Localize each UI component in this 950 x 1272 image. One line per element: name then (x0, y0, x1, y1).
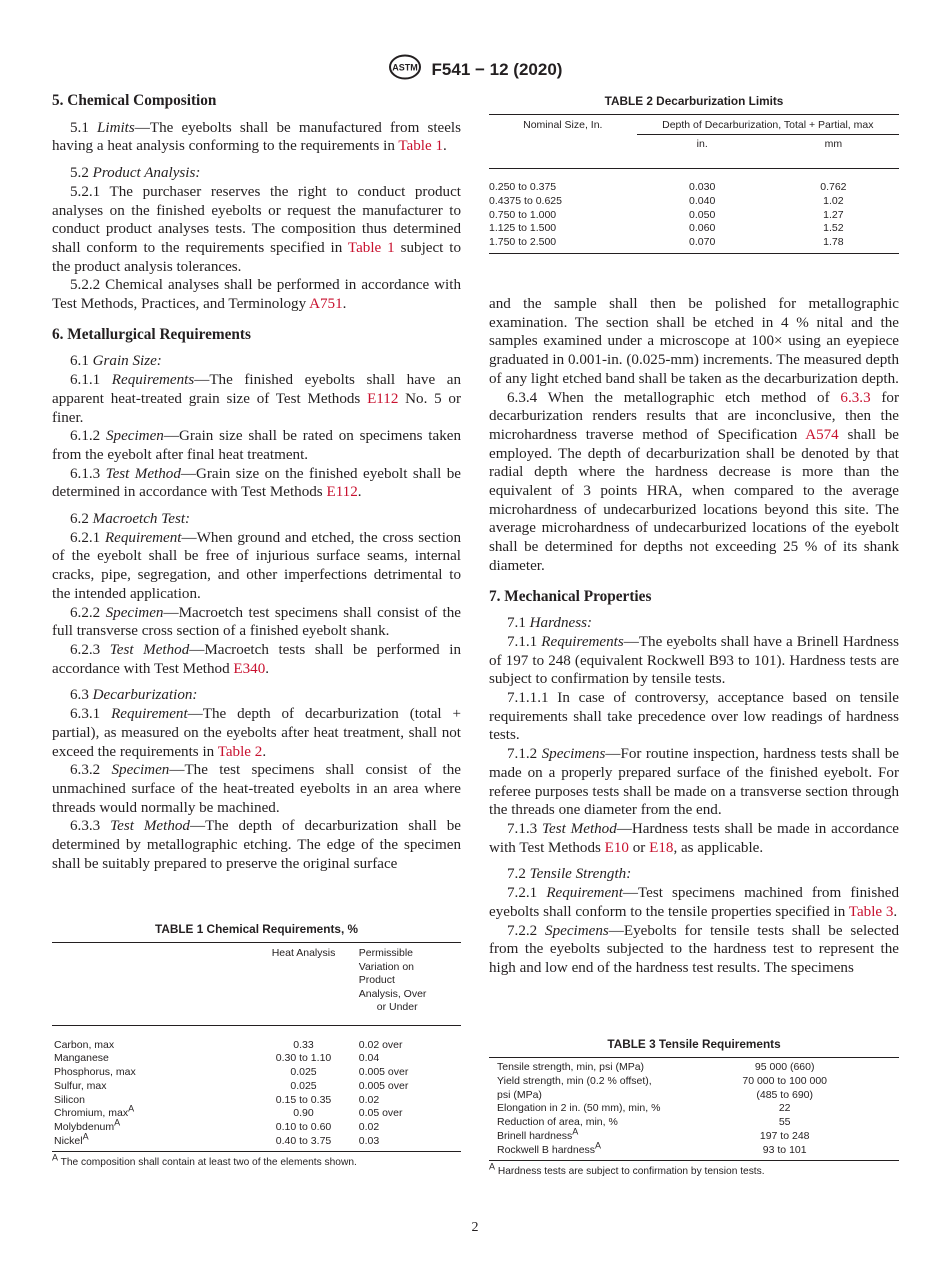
para-6-2-3: 6.2.3 Test Method—Macroetch tests shall be performed in accordance with Test Method E340. (52, 641, 461, 677)
nominal-size-cell: 0.750 to 1.000 (489, 208, 557, 221)
para-6-3-3: 6.3.3 Test Method—The depth of decarburization shall be determined by metallographic etching. The edge of the specimen shall be suitably prepared to preserve the original surface (52, 818, 462, 872)
depth-mm-cell: 1.02 (823, 194, 844, 207)
para-5-2-1: 5.2.1 The purchaser reserves the right to conduct product analyses on the finished eyebolts or request the manufacturer to conduct product analyses tests. The composition thus determined shall conform to the requirements specified in Table 1 subject to the product analysis tolerances. (52, 183, 461, 275)
depth-mm-cell: 0.762 (820, 181, 847, 193)
table-row (489, 209, 899, 223)
table-1-link[interactable]: Table 1 (347, 239, 395, 256)
table-row (52, 1066, 461, 1080)
footnote-mark: A (595, 1140, 602, 1151)
heat-analysis-cell: 0.10 to 0.60 (275, 1121, 332, 1134)
element-cell: Chromium, $\max^A$ (54, 1103, 135, 1120)
value-cell: 70 000 to 100 000 (742, 1074, 828, 1087)
table-3-footnote: $^A$ Hardness tests are subject to confirmation by tension tests. (489, 1161, 765, 1177)
element-cell: Silicon (54, 1093, 85, 1106)
para-6-1: 6.1 Grain Size: (70, 353, 162, 370)
table-2-unit-in: in. (696, 138, 708, 150)
property-cell: Elongation in 2 in. (50 mm), min, % (497, 1102, 661, 1115)
e112-link[interactable]: E112 (367, 390, 399, 407)
property-cell: psi (MPa) (497, 1088, 542, 1101)
footnote-mark: A (128, 1103, 135, 1114)
para-6-3-2: 6.3.2 Specimen—The test specimens shall consist of the unmachined surface of the heat-treated eyebolts in an area where threads would normally be machined. (52, 762, 461, 816)
element-cell: Molybdenum$^A$ (54, 1117, 121, 1134)
left-column (52, 92, 461, 873)
element-cell: Nickel$^A$ (54, 1131, 89, 1148)
table-1-caption: TABLE 1 Chemical Requirements, % (154, 922, 358, 936)
depth-in-cell: 0.030 (689, 181, 716, 193)
heat-analysis-cell: 0.15 to 0.35 (275, 1093, 332, 1106)
document-designation: F541 − 12 (2020) (431, 59, 563, 79)
table-row (489, 1089, 899, 1103)
property-cell: Brinell hardness$^A$ (497, 1126, 579, 1142)
table-2-caption: TABLE 2 Decarburization Limits (604, 94, 784, 108)
element-cell: Manganese (54, 1052, 109, 1065)
table-2-header-depth: Depth of Decarburization, Total + Partial, max (637, 115, 899, 135)
section-7-heading: 7. Mechanical Properties (489, 587, 652, 605)
para-7-1-2: 7.1.2 Specimens—For routine inspection, hardness tests shall be made on a properly prepared surface of the finished eyebolt. For referee purposes tests shall be made on a transverse section through the threads one diameter from the end. (489, 746, 899, 819)
table-row (489, 1116, 899, 1130)
heat-analysis-cell: 0.025 (290, 1079, 317, 1092)
section-5-heading: 5. Chemical Composition (52, 92, 217, 109)
table-row (489, 1061, 899, 1075)
para-5-2-2: 5.2.2 Chemical analyses shall be performed in accordance with Test Methods, Practices, and Terminology A751. (52, 277, 461, 313)
e340-link[interactable]: E340 (233, 660, 266, 677)
table-2 (489, 94, 899, 254)
property-cell: Tensile strength, min, psi (MPa) (497, 1061, 645, 1073)
footnote-mark: A (572, 1126, 579, 1137)
section-6-3-3-link[interactable]: 6.3.3 (840, 389, 871, 406)
table-1-header-heat: Heat Analysis (271, 947, 336, 959)
table-row (489, 195, 899, 209)
para-6-1-2: 6.1.2 Specimen—Grain size shall be rated on specimens taken from the eyebolt after final heat treatment. (52, 428, 461, 463)
value-cell: 197 to 248 (759, 1129, 810, 1142)
e112-link[interactable]: E112 (326, 484, 358, 501)
table-3 (489, 1037, 899, 1177)
table-2-header-size: Nominal Size, In. (523, 119, 603, 131)
para-7-2-1: 7.2.1 Requirement—Test specimens machined from finished eyebolts shall conform to the tensile properties specified in Table 3. (489, 885, 899, 920)
nominal-size-cell: 0.250 to 0.375 (489, 181, 557, 193)
para-5-1: 5.1 Limits—The eyebolts shall be manufactured from steels having a heat analysis conforming to the requirements in Table 1. (52, 119, 461, 155)
element-cell: Sulfur, max (54, 1079, 107, 1092)
permissible-variation-cell: 0.02 (358, 1093, 380, 1106)
footnote-mark: A (114, 1117, 121, 1128)
heat-analysis-cell: 0.33 (293, 1038, 314, 1051)
e10-link[interactable]: E10 (604, 839, 629, 856)
para-6-3-3-cont: and the sample shall then be polished for metallographic examination. The section shall be etched in 4 % nital and the samples examined under a microscope at 100× using an eyepiece graduated in 0.001-in. (0.025-mm) increments. The measured depth of any light etched band shall be taken as the decarburization depth. (489, 296, 899, 387)
permissible-variation-cell: 0.005 over (358, 1066, 409, 1079)
depth-mm-cell: 1.78 (823, 236, 844, 249)
para-7-1: 7.1 Hardness: (507, 615, 592, 632)
page-header (0, 54, 950, 85)
depth-in-cell: 0.060 (689, 222, 716, 235)
property-cell: Rockwell B hardness$^A$ (497, 1140, 602, 1156)
heat-analysis-cell: 0.30 to 1.10 (275, 1052, 332, 1065)
para-6-2: 6.2 Macroetch Test: (70, 511, 191, 528)
value-cell: 95 000 (660) (754, 1061, 815, 1073)
para-7-2: 7.2 Tensile Strength: (507, 866, 632, 883)
table-2-unit-mm: mm (824, 138, 843, 150)
table-3-link[interactable]: Table 3 (848, 903, 894, 920)
value-cell: 93 to 101 (762, 1143, 807, 1156)
table-row (52, 1080, 461, 1094)
table-2-body (489, 181, 899, 250)
table-row (52, 1094, 461, 1108)
permissible-variation-cell: 0.03 (358, 1135, 380, 1148)
para-6-2-2: 6.2.2 Specimen—Macroetch test specimens shall consist of the full transverse cross section of a finished eyebolt shank. (52, 604, 461, 640)
a574-link[interactable]: A574 (805, 426, 839, 443)
element-cell: Carbon, max (54, 1038, 115, 1051)
section-6-heading: 6. Metallurgical Requirements (52, 325, 251, 343)
table-1-link[interactable]: Table 1 (398, 138, 443, 155)
value-cell: 22 (778, 1102, 791, 1115)
para-7-1-1-1: 7.1.1.1 In case of controversy, acceptance based on tensile requirements shall take precedence over low readings of hardness tests. (489, 690, 899, 744)
table-row (489, 1130, 899, 1144)
table-row (489, 236, 899, 250)
nominal-size-cell: 0.4375 to 0.625 (489, 194, 562, 207)
depth-in-cell: 0.040 (689, 194, 716, 207)
table-1-footnote: $^A$ The composition shall contain at least two of the elements shown. (52, 1152, 357, 1168)
a751-link[interactable]: A751 (309, 296, 343, 313)
table-row (489, 1075, 899, 1089)
permissible-variation-cell: 0.05 over (358, 1107, 403, 1120)
nominal-size-cell: 1.750 to 2.500 (489, 236, 557, 249)
para-7-1-3: 7.1.3 Test Method—Hardness tests shall be made in accordance with Test Methods E10 or E18, as applicable. (489, 820, 900, 856)
para-6-1-3: 6.1.3 Test Method—Grain size on the finished eyebolt shall be determined in accordance with Test Methods E112. (52, 465, 461, 501)
table-3-body (489, 1061, 899, 1158)
table-row (52, 1052, 461, 1066)
para-7-2-2: 7.2.2 Specimens—Eyebolts for tensile tests shall be selected from the eyebolts subjected to the hardness test to represent the high and low end of the hardness test results. The specimens (489, 922, 899, 976)
element-cell: Phosphorus, max (54, 1066, 136, 1079)
table-3-caption: TABLE 3 Tensile Requirements (607, 1037, 781, 1051)
value-cell: (485 to 690) (756, 1088, 813, 1101)
depth-in-cell: 0.070 (689, 236, 716, 249)
table-row (489, 1144, 899, 1158)
permissible-variation-cell: 0.005 over (358, 1079, 409, 1092)
property-cell: Reduction of area, min, % (497, 1116, 618, 1129)
footnote-mark: A (82, 1131, 89, 1142)
page-number: 2 (471, 1220, 479, 1235)
heat-analysis-cell: 0.40 to 3.75 (275, 1135, 332, 1148)
depth-in-cell: 0.050 (689, 208, 716, 221)
table-row (52, 1135, 461, 1149)
table-row (52, 1039, 461, 1053)
table-row (489, 222, 899, 236)
heat-analysis-cell: 0.025 (290, 1066, 317, 1079)
para-6-3: 6.3 Decarburization: (70, 687, 198, 704)
value-cell: 55 (778, 1116, 791, 1129)
logo-text: ASTM (391, 62, 418, 73)
e18-link[interactable]: E18 (649, 839, 674, 856)
para-6-2-1: 6.2.1 Requirement—When ground and etched, the cross section of the eyebolt shall be free of injurious surface seams, internal cracks, pipe, segregation, and other imperfections detrimental to the intended application. (52, 529, 461, 602)
para-5-2: 5.2 Product Analysis: (70, 165, 201, 182)
depth-mm-cell: 1.27 (823, 208, 844, 221)
permissible-variation-cell: 0.02 (358, 1121, 380, 1134)
depth-mm-cell: 1.52 (823, 222, 844, 235)
table-row (489, 1102, 899, 1116)
heat-analysis-cell: 0.90 (293, 1107, 314, 1120)
nominal-size-cell: 1.125 to 1.500 (489, 222, 557, 235)
table-1-body (52, 1039, 461, 1149)
property-cell: Yield strength, min (0.2 % offset), (497, 1074, 652, 1087)
permissible-variation-cell: 0.02 over (358, 1038, 403, 1051)
para-6-1-1: 6.1.1 Requirements—The finished eyebolts shall have an apparent heat-treated grain size of Test Methods E112 No. 5 or finer. (52, 372, 461, 426)
table-1-header-perm: Permissible Variation on Product Analysis, Over or Under (358, 947, 427, 1013)
para-6-3-4: 6.3.4 When the metallographic etch method of 6.3.3 for decarburization renders results that are inconclusive, then the microhardness traverse method of Specification A574 shall be employed. The depth of decarburization shall be denoted by that radial depth where the hardness decrease is more than the equivalent of 3 points HRA, when compared to the average microhardness of undecarburized locations beyond this site. The average microhardness of undecarburized locations of the eyebolt shall be determined for depths not exceeding 25 % of its shank diameter. (489, 389, 899, 574)
table-row (489, 181, 899, 195)
table-row (52, 1121, 461, 1135)
para-6-3-1: 6.3.1 Requirement—The depth of decarburization (total + partial), as measured on the eyebolts after heat treatment, shall not exceed the requirements in Table 2. (52, 706, 461, 760)
permissible-variation-cell: 0.04 (358, 1052, 380, 1065)
table-2-link[interactable]: Table 2 (217, 743, 263, 760)
right-column (489, 295, 899, 978)
astm-logo-icon (388, 54, 422, 85)
table-1 (52, 922, 461, 1168)
para-7-1-1: 7.1.1 Requirements—The eyebolts shall have a Brinell Hardness of 197 to 248 (equivalent Rockwell B93 to 101). Hardness tests are subject to confirmation by tensile tests. (489, 633, 899, 688)
